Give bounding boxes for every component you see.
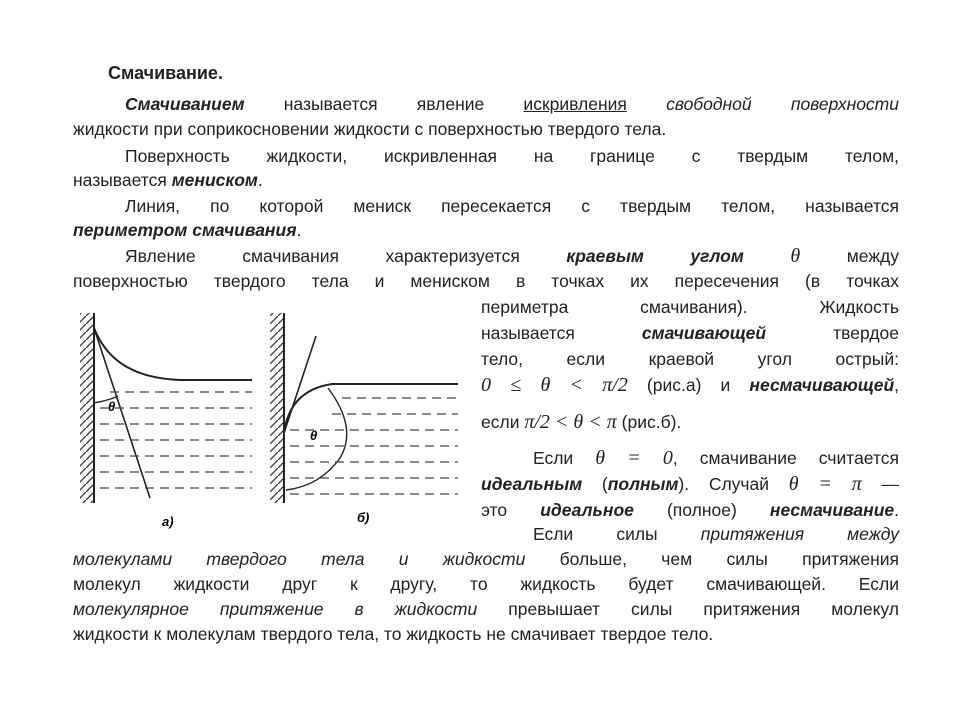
figure-b-wall-hatch [270, 313, 284, 503]
figure-b-tangent [284, 336, 316, 433]
figure-a-wall-hatch [80, 313, 94, 503]
p3-line2: периметром смачивания. [73, 220, 302, 240]
p3-line1: Линия, по которой мениск пересекается с твердым телом, называется [125, 196, 899, 216]
p1-line1: Смачиванием называется явление искривления свободной поверхности [125, 94, 899, 114]
figure-b-meniscus [284, 384, 458, 433]
p1-line2: жидкости при соприкосновении жидкости с поверхностью твердого тела. [73, 119, 667, 139]
p6-line1: Если силы притяжения между [533, 524, 899, 544]
section-title: Смачивание. [108, 63, 223, 83]
figure-b-non-wetting [270, 313, 458, 525]
p6-line2: молекулами твердого тела и жидкости больше, чем силы притяжения [73, 549, 899, 569]
wetting-figures [70, 308, 470, 548]
p5-line1: Если θ = 0, смачивание считается [533, 447, 899, 469]
figure-a-angle-label: θ [108, 399, 116, 414]
p6-line3: молекул жидкости друг к другу, то жидкость будет смачивающей. Если [73, 574, 899, 594]
figure-a-label: а) [162, 514, 174, 529]
p4-line3: периметра смачивания). Жидкость [481, 297, 899, 317]
figure-a-liquid-dashes [100, 392, 252, 488]
figure-a-wetting [80, 313, 252, 529]
figure-b-liquid-dashes [290, 398, 458, 494]
p6-line5: жидкости к молекулам твердого тела, то жидкость не смачивает твердое тело. [73, 624, 714, 644]
p6-line4: молекулярное притяжение в жидкости превышает силы притяжения молекул [73, 599, 899, 619]
figure-a-meniscus [94, 328, 252, 380]
p2-line1: Поверхность жидкости, искривленная на границе с твердым телом, [125, 146, 899, 166]
p2-line2: называется мениском. [73, 170, 263, 190]
p4-line1: Явление смачивания характеризуется краевым углом θ между [125, 245, 899, 267]
p4-line6: 0 ≤ θ < π/2 (рис.а) и несмачивающей, [481, 374, 900, 396]
p4-line5: тело, если краевой угол острый: [481, 349, 899, 369]
p5-line3: это идеальное (полное) несмачивание. [481, 500, 899, 520]
figure-b-angle-label: θ [310, 428, 318, 443]
p4-line2: поверхностью твердого тела и мениском в точках их пересечения (в точках [73, 271, 899, 291]
figure-b-label: б) [357, 510, 370, 525]
p4-line7: если π/2 < θ < π (рис.б). [481, 411, 682, 433]
p5-line2: идеальным (полным). Случай θ = π — [481, 473, 899, 495]
p4-line4: называется смачивающей твердое [481, 323, 899, 343]
